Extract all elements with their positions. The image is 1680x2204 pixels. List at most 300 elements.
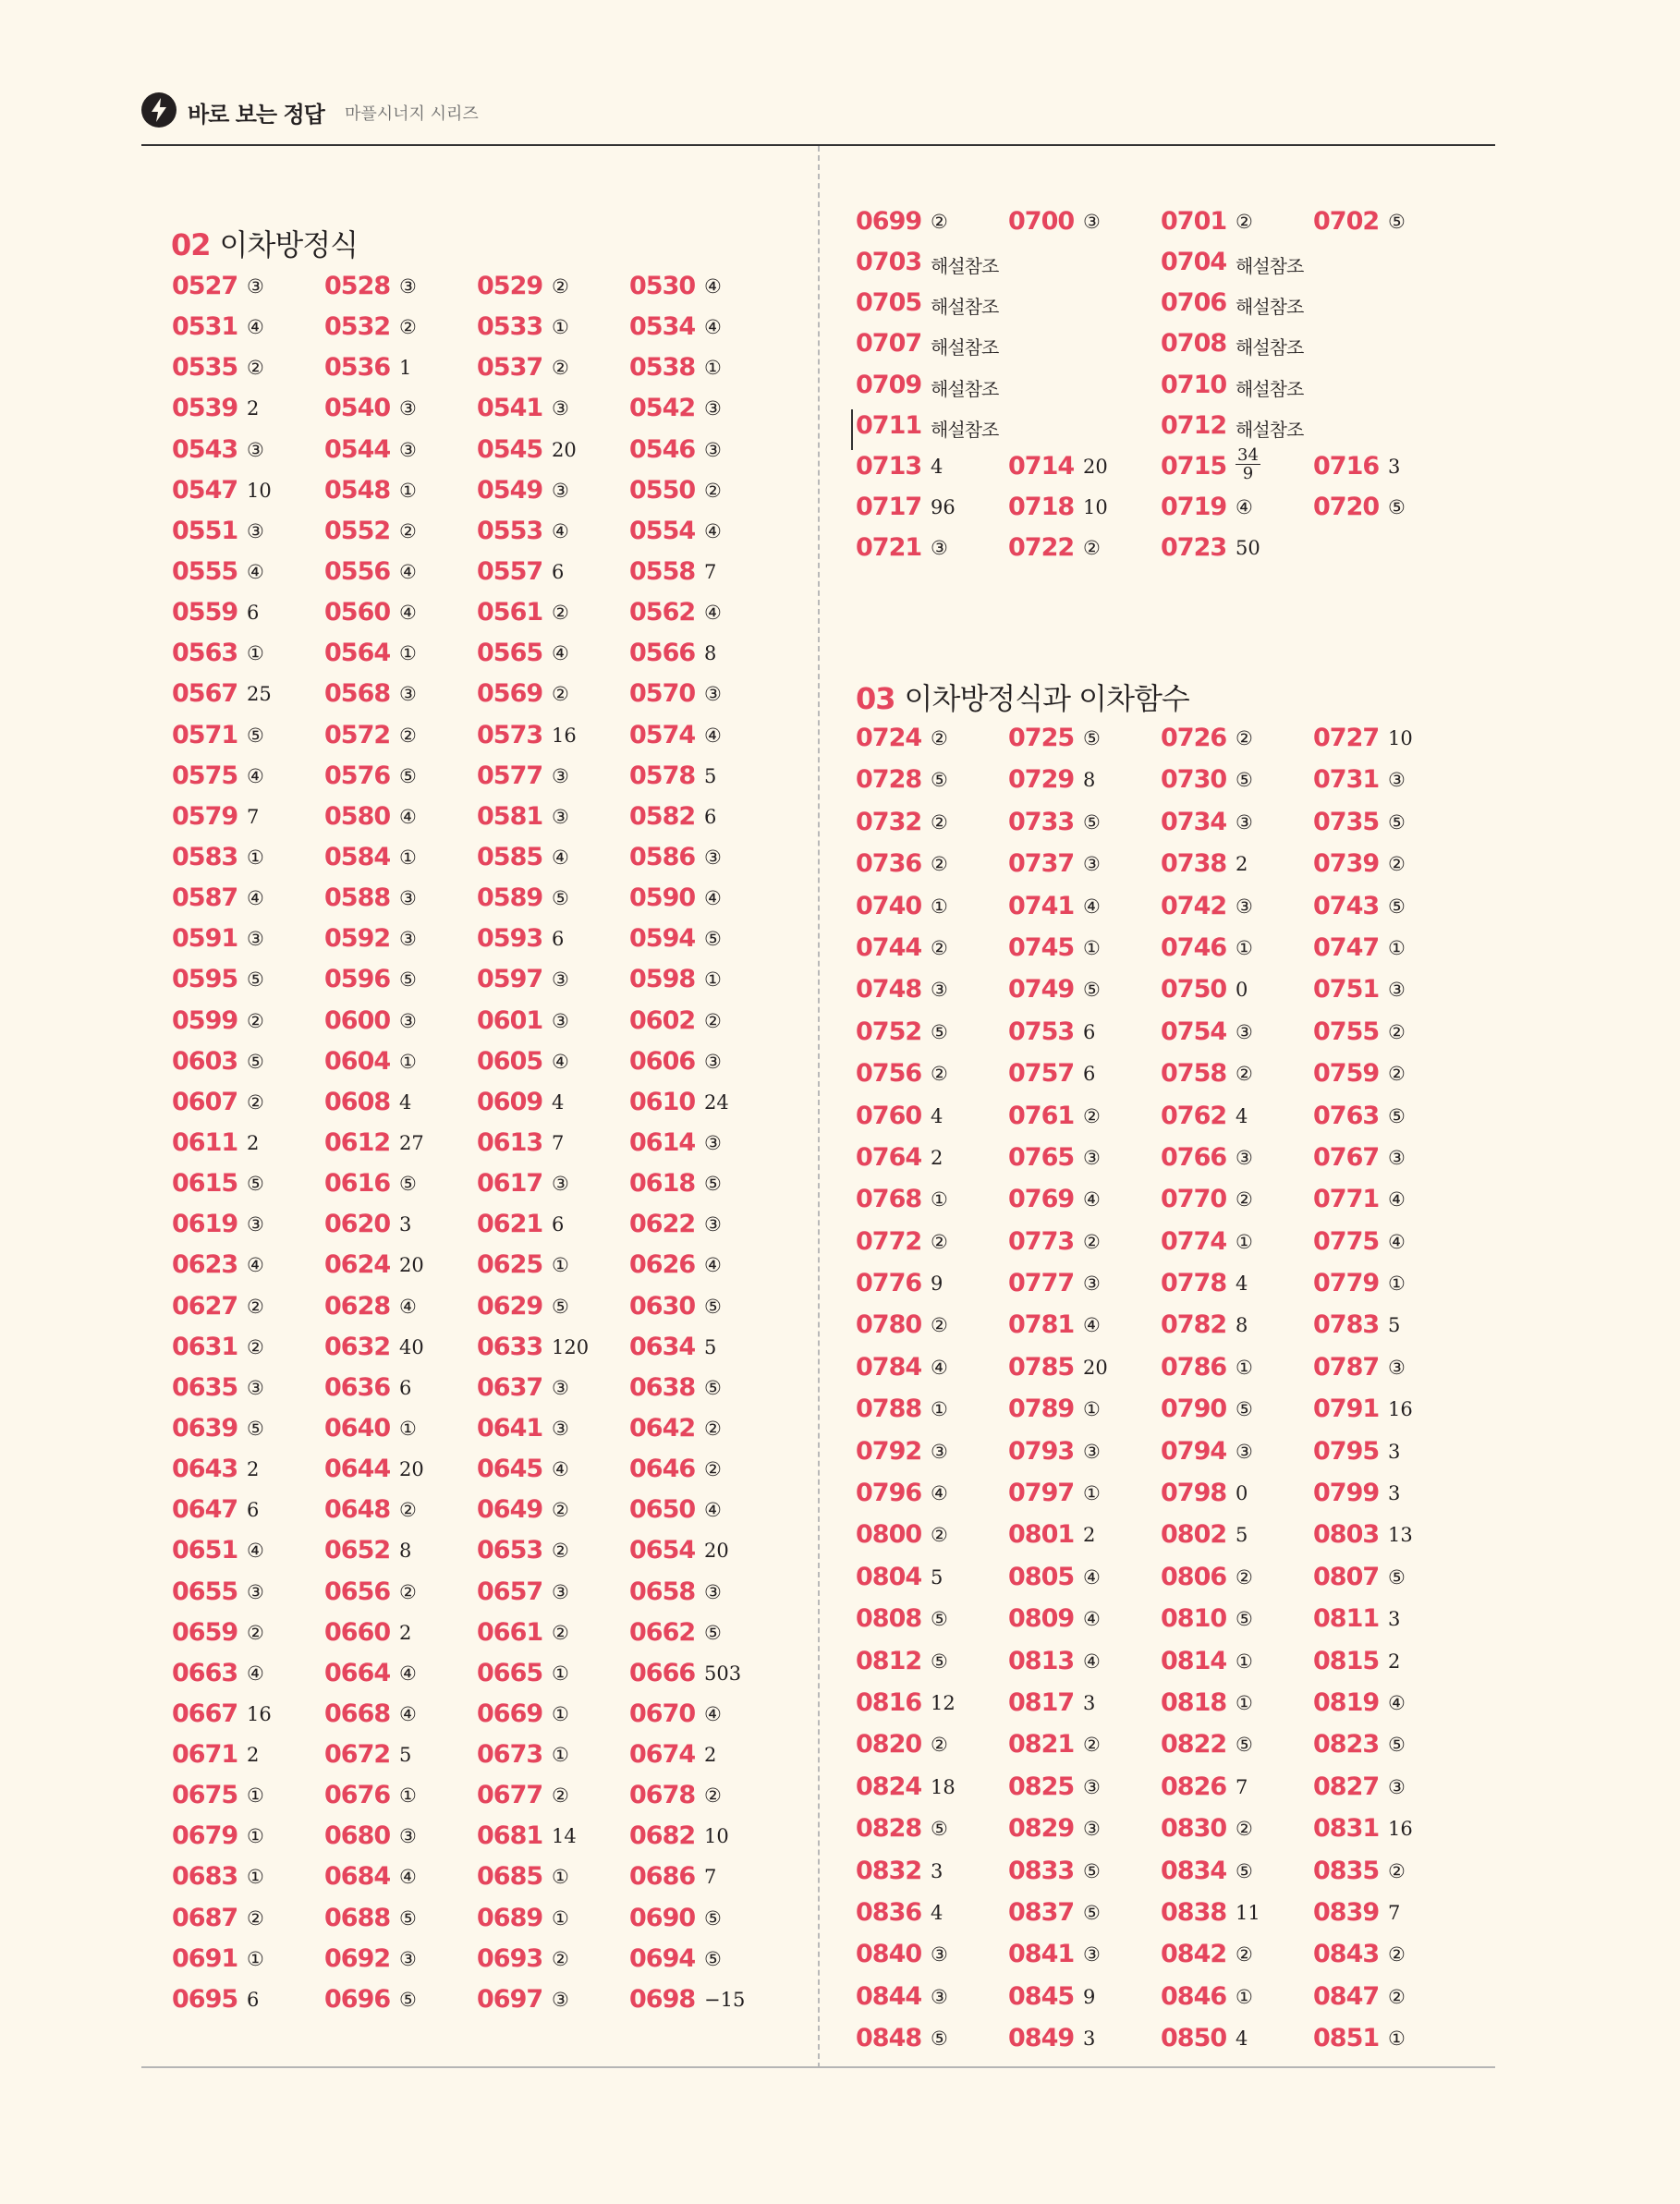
question-number: 0719 — [1161, 492, 1227, 521]
section-title-text: 이차방정식 — [219, 227, 359, 262]
answer-value: ③ — [1388, 979, 1406, 1002]
question-number: 0844 — [856, 1981, 922, 2011]
question-number: 0630 — [629, 1291, 696, 1321]
answer-value: ② — [1236, 1943, 1253, 1967]
question-number: 0822 — [1161, 1730, 1227, 1760]
answer-value: ③ — [1083, 1775, 1101, 1798]
answer-value: ② — [552, 1784, 569, 1808]
section-number: 03 — [856, 681, 895, 716]
question-number: 0825 — [1008, 1772, 1075, 1801]
answer-value: ⑤ — [931, 1818, 948, 1841]
answer-value: 20 — [1083, 1356, 1108, 1379]
question-number: 0761 — [1008, 1101, 1075, 1130]
answer-value: ③ — [1236, 895, 1253, 918]
answer-value: 2 — [247, 1131, 260, 1154]
answer-value: 해설참조 — [1236, 418, 1304, 441]
section-number: 02 — [171, 227, 211, 262]
question-number: 0826 — [1161, 1772, 1227, 1801]
answer-value: ② — [1388, 1020, 1406, 1043]
answer-value: 25 — [247, 683, 272, 706]
question-number: 0715 — [1161, 451, 1227, 481]
question-number: 0712 — [1161, 410, 1227, 440]
question-number: 0816 — [856, 1687, 922, 1717]
answer-value: ③ — [552, 479, 569, 502]
question-number: 0797 — [1008, 1479, 1075, 1508]
answer-value: ① — [704, 357, 722, 380]
answer-value: ⑤ — [1388, 1104, 1406, 1127]
question-number: 0528 — [324, 272, 391, 300]
question-number: 0590 — [629, 883, 696, 913]
question-number: 0609 — [477, 1087, 543, 1116]
answer-value: ⑤ — [704, 1376, 722, 1399]
answer-value: ① — [247, 1784, 264, 1808]
question-number: 0843 — [1313, 1940, 1380, 1969]
question-number: 0828 — [856, 1814, 922, 1844]
question-number: 0758 — [1161, 1059, 1227, 1089]
question-number: 0688 — [324, 1903, 391, 1932]
question-number: 0568 — [324, 679, 391, 709]
answer-value: ④ — [1083, 895, 1101, 918]
question-number: 0789 — [1008, 1394, 1075, 1424]
answer-value: ② — [552, 357, 569, 380]
answer-value: ③ — [399, 928, 417, 951]
question-number: 0559 — [172, 598, 238, 627]
answer-value: 8 — [399, 1540, 412, 1563]
question-number: 0649 — [477, 1495, 543, 1525]
answer-value: ③ — [931, 1943, 948, 1967]
answer-value: ② — [931, 853, 948, 876]
answer-value: ① — [931, 895, 948, 918]
question-number: 0838 — [1161, 1897, 1227, 1927]
answer-value: ⑤ — [704, 1947, 722, 1970]
answer-value: −15 — [704, 1988, 746, 2011]
answer-value: 해설참조 — [931, 418, 999, 441]
question-number: 0612 — [324, 1127, 391, 1157]
answer-value: 7 — [247, 805, 260, 828]
page-header — [141, 92, 1495, 146]
answer-value: ⑤ — [931, 769, 948, 792]
answer-value: ⑤ — [1388, 495, 1406, 518]
answer-value: ③ — [1083, 1272, 1101, 1296]
answer-value: ② — [1083, 1104, 1101, 1127]
answer-value: ② — [1236, 1063, 1253, 1086]
answer-value: ② — [931, 810, 948, 834]
question-number: 0604 — [324, 1046, 391, 1076]
answer-value: ① — [552, 1866, 569, 1889]
answer-value: ⑤ — [399, 968, 417, 992]
question-number: 0603 — [172, 1046, 238, 1076]
answer-value: 해설참조 — [931, 255, 999, 278]
question-number: 0554 — [629, 516, 696, 545]
answer-value: 6 — [1083, 1063, 1096, 1086]
answer-value: 20 — [704, 1540, 729, 1563]
question-number: 0723 — [1161, 533, 1227, 563]
question-number: 0594 — [629, 924, 696, 954]
answer-value: ② — [399, 724, 417, 747]
answer-value: ⑤ — [1083, 1859, 1101, 1882]
answer-value: ① — [552, 1744, 569, 1767]
answer-value: ① — [247, 1947, 264, 1970]
question-number: 0780 — [856, 1310, 922, 1340]
question-number: 0597 — [477, 965, 543, 994]
question-number: 0740 — [856, 891, 922, 920]
answer-value: 3 — [1083, 2027, 1096, 2051]
answer-value: ③ — [552, 1580, 569, 1603]
question-number: 0622 — [629, 1210, 696, 1239]
question-number: 0795 — [1313, 1436, 1380, 1466]
question-number: 0628 — [324, 1291, 391, 1321]
answer-value: ④ — [247, 1540, 264, 1563]
answer-value: ④ — [1083, 1608, 1101, 1631]
answer-value: ③ — [1236, 1440, 1253, 1463]
answer-value: ① — [552, 1906, 569, 1930]
question-number: 0679 — [172, 1821, 238, 1851]
question-number: 0538 — [629, 353, 696, 383]
question-number: 0811 — [1313, 1604, 1380, 1634]
question-number: 0685 — [477, 1862, 543, 1892]
column-divider — [818, 146, 820, 2068]
question-number: 0813 — [1008, 1646, 1075, 1675]
question-number: 0751 — [1313, 975, 1380, 1005]
answer-value: 해설참조 — [1236, 377, 1304, 400]
answer-value: ② — [399, 1580, 417, 1603]
answer-value: ① — [1388, 2027, 1406, 2051]
question-number: 0656 — [324, 1577, 391, 1606]
fraction-denominator: 9 — [1242, 463, 1254, 483]
answer-value: ① — [399, 1417, 417, 1440]
question-number: 0548 — [324, 475, 391, 505]
answer-value: ② — [247, 357, 264, 380]
question-number: 0539 — [172, 394, 238, 423]
question-number: 0653 — [477, 1536, 543, 1565]
answer-value: 96 — [931, 495, 956, 518]
answer-value: ② — [552, 275, 569, 298]
answer-value: ① — [931, 1398, 948, 1421]
answer-value: ② — [1236, 211, 1253, 233]
answer-value: ③ — [704, 438, 722, 461]
answer-value: 10 — [1083, 495, 1108, 518]
question-number: 0706 — [1161, 288, 1227, 318]
question-number: 0767 — [1313, 1142, 1380, 1172]
footer-rule — [141, 2066, 1495, 2068]
question-number: 0556 — [324, 556, 391, 586]
question-number: 0745 — [1008, 932, 1075, 962]
answer-value: ④ — [1083, 1188, 1101, 1212]
answer-value: 3 — [399, 1213, 412, 1236]
question-number: 0842 — [1161, 1940, 1227, 1969]
answer-value: 6 — [247, 1988, 260, 2011]
answer-value: ⑤ — [704, 1621, 722, 1644]
question-number: 0686 — [629, 1862, 696, 1892]
answer-value: ③ — [399, 1947, 417, 1970]
answer-value: ⑤ — [704, 1295, 722, 1318]
question-number: 0829 — [1008, 1814, 1075, 1844]
answer-value: ③ — [552, 1417, 569, 1440]
question-number: 0808 — [856, 1604, 922, 1634]
answer-value: 50 — [1236, 537, 1260, 560]
question-number: 0779 — [1313, 1269, 1380, 1298]
question-number: 0687 — [172, 1903, 238, 1932]
question-number: 0576 — [324, 761, 391, 790]
fraction — [1236, 446, 1260, 482]
answer-value: ④ — [552, 846, 569, 869]
question-number: 0655 — [172, 1577, 238, 1606]
question-number: 0680 — [324, 1821, 391, 1851]
question-number: 0700 — [1008, 207, 1075, 236]
answer-value: ④ — [704, 1702, 722, 1725]
answer-value: ④ — [704, 275, 722, 298]
answer-value: ① — [1236, 1230, 1253, 1253]
answer-value: ④ — [1083, 1565, 1101, 1589]
question-number: 0623 — [172, 1250, 238, 1280]
question-number: 0631 — [172, 1332, 238, 1361]
question-number: 0659 — [172, 1617, 238, 1647]
question-number: 0557 — [477, 556, 543, 586]
question-number: 0669 — [477, 1699, 543, 1728]
answer-value: ③ — [1236, 810, 1253, 834]
question-number: 0806 — [1161, 1562, 1227, 1591]
question-number: 0640 — [324, 1413, 391, 1443]
question-number: 0692 — [324, 1943, 391, 1973]
answer-value: ⑤ — [931, 1020, 948, 1043]
answer-value: ② — [704, 1009, 722, 1032]
answer-value: ⑤ — [1083, 979, 1101, 1002]
answer-value: ⑤ — [704, 1173, 722, 1196]
answer-value: 2 — [1388, 1650, 1401, 1673]
question-number: 0756 — [856, 1059, 922, 1089]
question-number: 0657 — [477, 1577, 543, 1606]
question-number: 0702 — [1313, 207, 1380, 236]
question-number: 0664 — [324, 1658, 391, 1687]
question-number: 0651 — [172, 1536, 238, 1565]
answer-value: 8 — [704, 642, 717, 665]
question-number: 0671 — [172, 1740, 238, 1770]
answer-value: 2 — [399, 1621, 412, 1644]
fraction-numerator: 34 — [1237, 444, 1259, 465]
question-number: 0599 — [172, 1005, 238, 1035]
question-number: 0724 — [856, 724, 922, 752]
question-number: 0731 — [1313, 765, 1380, 795]
question-number: 0707 — [856, 329, 922, 359]
question-number: 0849 — [1008, 2024, 1075, 2053]
answer-value: ① — [247, 642, 264, 665]
question-number: 0624 — [324, 1250, 391, 1280]
question-number: 0735 — [1313, 807, 1380, 836]
question-number: 0601 — [477, 1005, 543, 1035]
answer-value: ④ — [704, 724, 722, 747]
question-number: 0775 — [1313, 1226, 1380, 1256]
answer-value: 7 — [704, 560, 717, 583]
question-number: 0550 — [629, 475, 696, 505]
question-number: 0532 — [324, 312, 391, 342]
answer-value: ② — [1388, 1985, 1406, 2008]
question-number: 0708 — [1161, 329, 1227, 359]
question-number: 0764 — [856, 1142, 922, 1172]
answer-value: ① — [552, 1254, 569, 1277]
answer-value: ⑤ — [704, 1906, 722, 1930]
answer-value: 5 — [704, 1335, 717, 1358]
answer-value: ③ — [1236, 1146, 1253, 1169]
question-number: 0691 — [172, 1943, 238, 1973]
answer-value: 10 — [704, 1825, 729, 1848]
series-name: 마플시너지 시리즈 — [345, 104, 479, 124]
answer-value: ② — [1388, 1943, 1406, 1967]
answer-value: 12 — [931, 1691, 956, 1714]
answer-value: 20 — [399, 1458, 424, 1481]
question-number: 0833 — [1008, 1856, 1075, 1885]
question-number: 0845 — [1008, 1981, 1075, 2011]
answer-value: ⑤ — [1236, 1734, 1253, 1757]
answer-value: 27 — [399, 1131, 424, 1154]
answer-value: ③ — [399, 1825, 417, 1848]
question-number: 0595 — [172, 965, 238, 994]
answer-value: 해설참조 — [931, 377, 999, 400]
question-number: 0610 — [629, 1087, 696, 1116]
answer-value: ③ — [931, 537, 948, 560]
question-number: 0580 — [324, 801, 391, 831]
answer-value: 해설참조 — [931, 336, 999, 359]
answer-value: 503 — [704, 1662, 742, 1685]
question-number: 0766 — [1161, 1142, 1227, 1172]
answer-value: ④ — [1388, 1691, 1406, 1714]
answer-value: ④ — [399, 560, 417, 583]
answer-value: 2 — [1236, 853, 1248, 876]
question-number: 0818 — [1161, 1687, 1227, 1717]
question-number: 0725 — [1008, 724, 1075, 752]
answer-value: ⑤ — [704, 928, 722, 951]
answer-value: ③ — [1083, 1943, 1101, 1967]
answer-value: ② — [552, 1621, 569, 1644]
answer-value: ③ — [1388, 1356, 1406, 1379]
answer-value: ③ — [247, 1376, 264, 1399]
answer-value: ② — [1388, 1063, 1406, 1086]
question-number: 0804 — [856, 1562, 922, 1591]
question-number: 0543 — [172, 434, 238, 464]
question-number: 0536 — [324, 353, 391, 383]
question-number: 0537 — [477, 353, 543, 383]
answer-value: 5 — [1388, 1314, 1401, 1337]
question-number: 0625 — [477, 1250, 543, 1280]
answer-value: ② — [1083, 537, 1101, 560]
question-number: 0801 — [1008, 1520, 1075, 1550]
answer-value: 3 — [1083, 1691, 1096, 1714]
answer-value: ④ — [704, 602, 722, 625]
answer-value: ⑤ — [1236, 1608, 1253, 1631]
answer-value: ① — [1236, 1691, 1253, 1714]
answer-value: 0 — [1236, 1482, 1248, 1505]
answer-value: 6 — [552, 1213, 565, 1236]
question-number: 0530 — [629, 272, 696, 300]
answer-value: ⑤ — [931, 1608, 948, 1631]
question-number: 0583 — [172, 842, 238, 871]
answer-value: ① — [399, 642, 417, 665]
answer-value: 3 — [1388, 1482, 1401, 1505]
question-number: 0639 — [172, 1413, 238, 1443]
question-number: 0566 — [629, 639, 696, 668]
answer-value: ③ — [1236, 1020, 1253, 1043]
question-number: 0817 — [1008, 1687, 1075, 1717]
answer-value: 6 — [247, 602, 260, 625]
question-number: 0726 — [1161, 724, 1227, 752]
answer-value: ⑤ — [552, 1295, 569, 1318]
question-number: 0606 — [629, 1046, 696, 1076]
question-number: 0815 — [1313, 1646, 1380, 1675]
text-cursor — [851, 409, 853, 450]
question-number: 0600 — [324, 1005, 391, 1035]
question-number: 0718 — [1008, 492, 1075, 521]
question-number: 0810 — [1161, 1604, 1227, 1634]
question-number: 0732 — [856, 807, 922, 836]
answer-value: ① — [1083, 936, 1101, 959]
question-number: 0755 — [1313, 1017, 1380, 1046]
question-number: 0710 — [1161, 370, 1227, 399]
question-number: 0754 — [1161, 1017, 1227, 1046]
question-number: 0832 — [856, 1856, 922, 1885]
question-number: 0847 — [1313, 1981, 1380, 2011]
question-number: 0790 — [1161, 1394, 1227, 1424]
question-number: 0542 — [629, 394, 696, 423]
question-number: 0551 — [172, 516, 238, 545]
answer-value: ③ — [247, 928, 264, 951]
answer-value: ③ — [931, 1440, 948, 1463]
question-number: 0784 — [856, 1352, 922, 1382]
answer-value: 2 — [704, 1744, 717, 1767]
answer-value: ③ — [399, 683, 417, 706]
answer-value: ⑤ — [1083, 810, 1101, 834]
question-number: 0645 — [477, 1455, 543, 1484]
question-number: 0541 — [477, 394, 543, 423]
answer-value: ③ — [704, 1213, 722, 1236]
answer-value: ③ — [399, 275, 417, 298]
question-number: 0835 — [1313, 1856, 1380, 1885]
answer-value: ⑤ — [1236, 1859, 1253, 1882]
answer-value: 해설참조 — [1236, 255, 1304, 278]
answer-value: ① — [247, 1825, 264, 1848]
answer-value: 20 — [552, 438, 577, 461]
question-number: 0830 — [1161, 1814, 1227, 1844]
question-number: 0772 — [856, 1226, 922, 1256]
question-number: 0840 — [856, 1940, 922, 1969]
question-number: 0782 — [1161, 1310, 1227, 1340]
answer-value: ② — [931, 1230, 948, 1253]
question-number: 0678 — [629, 1781, 696, 1810]
answer-value: ② — [931, 1524, 948, 1547]
question-number: 0848 — [856, 2024, 922, 2053]
answer-value: ③ — [1083, 853, 1101, 876]
question-number: 0681 — [477, 1821, 543, 1851]
question-number: 0760 — [856, 1101, 922, 1130]
question-number: 0799 — [1313, 1479, 1380, 1508]
question-number: 0805 — [1008, 1562, 1075, 1591]
question-number: 0626 — [629, 1250, 696, 1280]
answer-value: ② — [931, 727, 948, 749]
answer-value: ③ — [552, 805, 569, 828]
answer-value: ① — [1236, 1356, 1253, 1379]
answer-value: ⑤ — [1388, 211, 1406, 233]
answer-value: ① — [399, 479, 417, 502]
question-number: 0819 — [1313, 1687, 1380, 1717]
answer-value: ② — [247, 1621, 264, 1644]
question-number: 0765 — [1008, 1142, 1075, 1172]
question-number: 0841 — [1008, 1940, 1075, 1969]
answer-value: ④ — [704, 887, 722, 910]
question-number: 0555 — [172, 556, 238, 586]
answer-value: 해설참조 — [1236, 336, 1304, 359]
answer-value: ① — [1236, 1650, 1253, 1673]
answer-value: ② — [247, 1906, 264, 1930]
answer-value: ② — [1236, 1565, 1253, 1589]
question-number: 0614 — [629, 1127, 696, 1157]
